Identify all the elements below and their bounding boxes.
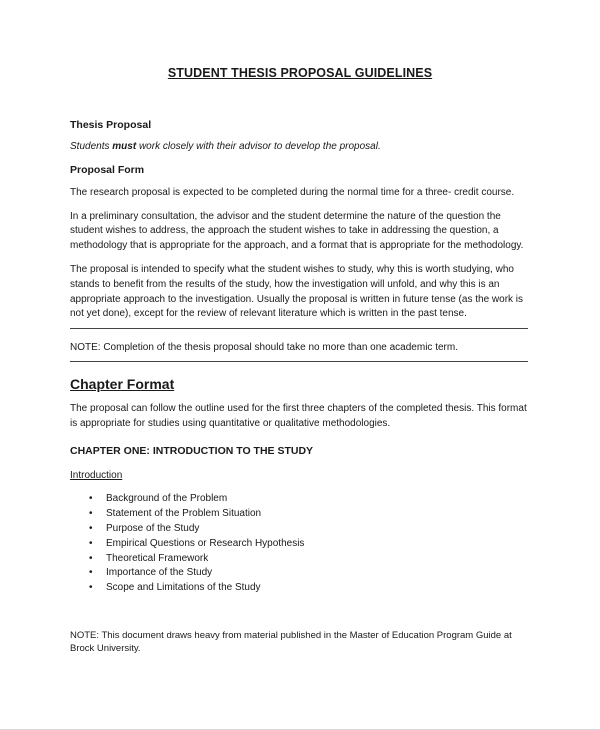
thesis-proposal-heading: Thesis Proposal (70, 119, 152, 131)
introduction-list (70, 492, 532, 596)
advisor-note-emphasis: must (112, 141, 137, 152)
chapter-one-heading: CHAPTER ONE: INTRODUCTION TO THE STUDY (70, 444, 314, 457)
list-item-text: Importance of the Study (106, 567, 213, 579)
bullet-icon: • (89, 537, 93, 549)
list-item-text: Background of the Problem (106, 493, 228, 505)
list-item-text: Statement of the Problem Situation (106, 508, 262, 520)
source-note: NOTE: This document draws heavy from material published in the Master of Education Program Guide at Brock University. (70, 629, 512, 655)
list-item-text: Scope and Limitations of the Study (106, 582, 261, 594)
chapter-format-text: The proposal can follow the outline used for the first three chapters of the completed thesis. This format is appropriate for studies using quantitative or qualitative methodologies. (70, 402, 527, 429)
bullet-icon: • (89, 493, 93, 505)
advisor-note (70, 140, 532, 155)
document-body (70, 118, 532, 656)
list-item (89, 581, 532, 596)
list-item (89, 566, 532, 581)
advisor-note-after: work closely with their advisor to develop the proposal. (136, 141, 381, 152)
completion-note: NOTE: Completion of the thesis proposal should take no more than one academic term. (70, 342, 458, 354)
introduction-label: Introduction (70, 469, 123, 481)
advisor-note-before: Students (70, 141, 113, 152)
bullet-icon: • (89, 582, 93, 594)
list-item-text: Theoretical Framework (106, 552, 209, 564)
list-item (89, 522, 532, 537)
bullet-icon: • (89, 567, 93, 579)
document-title: STUDENT THESIS PROPOSAL GUIDELINES (167, 66, 433, 80)
bullet-icon: • (89, 508, 93, 520)
proposal-form-heading: Proposal Form (70, 163, 145, 176)
list-item (89, 507, 532, 522)
divider-top (70, 328, 528, 329)
chapter-format-heading: Chapter Format (70, 375, 175, 392)
bullet-icon: • (89, 552, 93, 564)
paragraph-duration: The research proposal is expected to be completed during the normal time for a three- credit course. (70, 186, 515, 198)
paragraph-intent: The proposal is intended to specify what the student wishes to study, why this is worth studying, who stands to benefit from the results of the study, how the investigation will unfold, and why this is an appropriate approach to the investigation. Usually the proposal is written in future tense (as the work is not yet done), except for the review of relevant literature which is written in the past tense. (70, 263, 524, 320)
divider-bottom (70, 361, 528, 362)
list-item (89, 492, 532, 507)
paragraph-consultation: In a preliminary consultation, the advisor and the student determine the nature of the question the student wishes to address, the approach the student wishes to take in addressing the question, a methodology that is appropriate for the approach, and a format that is appropriate for the methodology. (70, 210, 524, 252)
list-item (89, 552, 532, 567)
bullet-icon: • (89, 522, 93, 534)
list-item (89, 537, 532, 552)
list-item-text: Empirical Questions or Research Hypothesis (106, 537, 305, 549)
list-item-text: Purpose of the Study (106, 522, 200, 534)
